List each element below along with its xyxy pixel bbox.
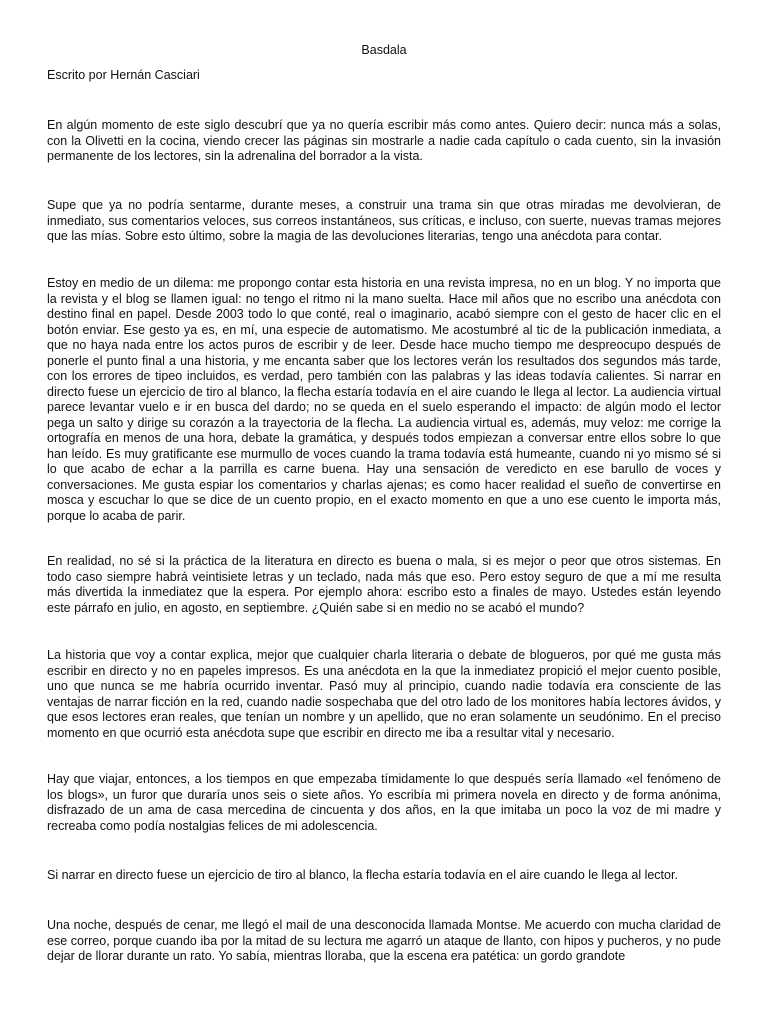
author-byline: Escrito por Hernán Casciari xyxy=(47,68,200,82)
paragraph: Una noche, después de cenar, me llegó el mail de una desconocida llamada Montse. Me acuerdo con mucha claridad de ese correo, porque cuando iba por la mitad de su lectura me agarró un ataque de llanto, con hipos y pucheros, y no pude dejar de llorar durante un rato. Yo sabía, mientras lloraba, que la escena era patética: un gordo grandote xyxy=(47,918,721,963)
document-title: Basdala xyxy=(361,43,407,57)
paragraph: La historia que voy a contar explica, mejor que cualquier charla literaria o debate de blogueros, por qué me gusta más escribir en directo y no en papeles impresos. Es una anécdota en la que la inmediatez propició el mejor cuento posible, uno que nunca se me habría ocurrido inventar. Pasó muy al principio, cuando nadie todavía era consciente de las ventajas de narrar ficción en la red, cuando nadie sospechaba que del otro lado de los monitores había lectores ávidos, y que esos lectores eran reales, que tenían un nombre y un apellido, que no eran solamente un seudónimo. En el preciso momento en que ocurrió esta anécdota supe que escribir en directo me iba a resultar vital y necesario. xyxy=(47,648,721,740)
paragraph: Hay que viajar, entonces, a los tiempos en que empezaba tímidamente lo que después sería llamado «el fenómeno de los blogs», un furor que duraría unos seis o siete años. Yo escribía mi primera novela en directo y de forma anónima, disfrazado de un ama de casa mercedina de cincuenta y dos años, en la que imitaba un poco la voz de mi madre y recreaba como podía nostalgias felices de mi adolescencia. xyxy=(47,772,721,833)
pull-quote-paragraph: Si narrar en directo fuese un ejercicio de tiro al blanco, la flecha estaría todavía en el aire cuando le llega al lector. xyxy=(47,868,678,882)
paragraph: En realidad, no sé si la práctica de la literatura en directo es buena o mala, si es mejor o peor que otros sistemas. En todo caso siempre habrá veintisiete letras y un teclado, nada más que eso. Pero estoy seguro de que a mí me resulta más divertida la inmediatez que la espera. Por ejemplo ahora: escribo esto a finales de mayo. Ustedes están leyendo este párrafo en julio, en agosto, en septiembre. ¿Quién sabe si en medio no se acabó el mundo? xyxy=(47,554,721,615)
paragraph: En algún momento de este siglo descubrí que ya no quería escribir más como antes. Quiero decir: nunca más a solas, con la Olivetti en la cocina, viendo crecer las páginas sin mostrarle a nadie cada capítulo o cada cuento, sin la invasión permanente de los lectores, sin la adrenalina del borrador a la vista. xyxy=(47,118,721,163)
paragraph: Estoy en medio de un dilema: me propongo contar esta historia en una revista impresa, no en un blog. Y no importa que la revista y el blog se llamen igual: no tengo el ritmo ni la mano suelta. Hace mil años que no escribo una anécdota con destino final en papel. Desde 2003 todo lo que conté, real o imaginario, acabó siempre con el gesto de hacer clic en el botón enviar. Ese gesto ya es, en mí, una especie de automatismo. Me acostumbré al tic de la publicación inmediata, a que no haya nada entre los actos puros de escribir y de leer. Desde hace mucho tiempo me despreocupo después de ponerle el punto final a una historia, y me encanta saber que los lectores verán los resultados dos segundos más tarde, con los errores de tipeo incluidos, es verdad, pero también con las palabras y las ideas todavía calientes. Si narrar en directo fuese un ejercicio de tiro al blanco, la flecha estaría todavía en el aire cuando le llega al lector. La audiencia virtual parece levantar vuelo e ir en busca del dardo; no se queda en el suelo esperando el impacto: de algún modo el lector pega un salto y dirige su corazón a la trayectoria de la flecha. La audiencia virtual es, además, muy veloz: me corrige la ortografía en menos de una hora, debate la gramática, y después todos empiezan a conversar entre ellos sobre lo que han leído. Es muy gratificante ese murmullo de voces cuando la trama todavía está humeante, cuando ni yo mismo sé si lo que acabo de echar a la parrilla es carne buena. Hay una sensación de veredicto en ese barullo de voces y conversaciones. Me gusta espiar los comentarios y charlas ajenas; es como hacer realidad el sueño de convertirse en mosca y escuchar lo que se dice de un cuento propio, en el exacto momento en que a uno ese cuento le importa más, porque lo acaba de parir. xyxy=(47,276,721,523)
paragraph: Supe que ya no podría sentarme, durante meses, a construir una trama sin que otras miradas me devolvieran, de inmediato, sus comentarios veloces, sus correos instantáneos, sus críticas, e incluso, con suerte, nuevas tramas mejores que las mías. Sobre esto último, sobre la magia de las devoluciones literarias, tengo una anécdota para contar. xyxy=(47,198,721,243)
